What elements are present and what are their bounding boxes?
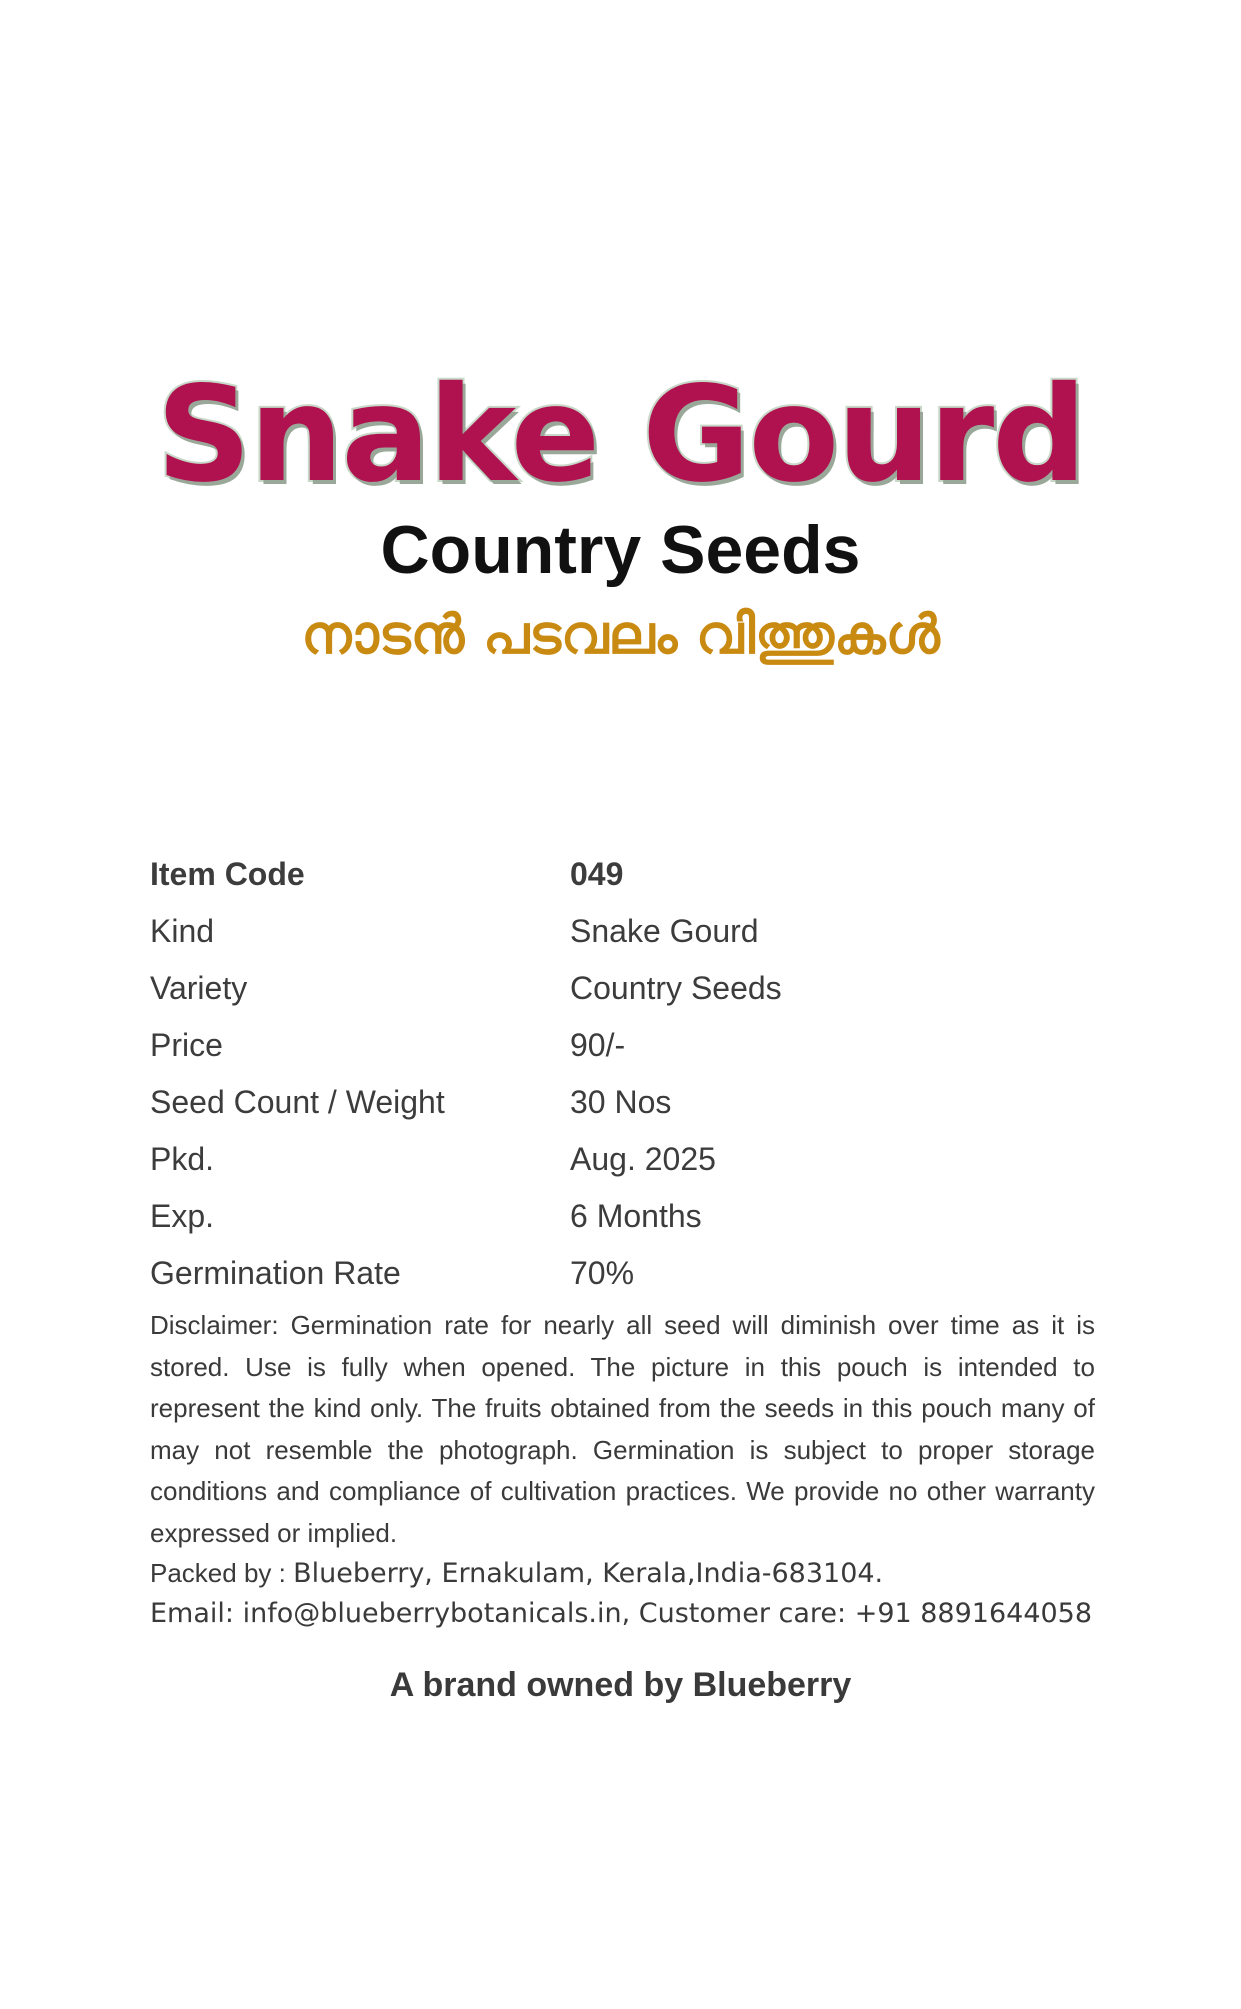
spec-value: 30 Nos [570, 1084, 672, 1120]
packed-by-address: Blueberry, Ernakulam, Kerala,India-683104. [293, 1558, 884, 1589]
header [0, 360, 1241, 680]
spec-label: Pkd. [150, 1141, 215, 1177]
product-title: Snake Gourd [156, 358, 1085, 512]
spec-row-seed-count [150, 1074, 1110, 1131]
malayalam-title: നാടൻ പടവലം വിത്തുകൾ [301, 603, 940, 666]
brand-line: A brand owned by Blueberry [389, 1666, 852, 1704]
spec-label: Seed Count / Weight [150, 1084, 445, 1120]
spec-row-packed-date [150, 1131, 1110, 1188]
spec-value: Aug. 2025 [570, 1141, 716, 1177]
spec-label: Item Code [150, 856, 305, 892]
spec-label: Germination Rate [150, 1255, 401, 1291]
spec-label: Price [150, 1027, 223, 1063]
disclaimer-text: Disclaimer: Germination rate for nearly all seed will diminish over time as it is stored. Use is fully when opened. The picture in this pouch is intended to represent the kind only. The fruits obtained from the seeds in this pouch many of may not resemble the photograph. Germination is subject to proper storage conditions and compliance of cultivation practices. We provide no other warranty expressed or implied. [150, 1310, 1095, 1548]
spec-row-price [150, 1017, 1110, 1074]
spec-value: 049 [570, 856, 624, 892]
spec-value: 6 Months [570, 1198, 702, 1234]
spec-label: Kind [150, 913, 215, 949]
contact-info: Email: info@blueberrybotanicals.in, Customer care: +91 8891644058 [150, 1598, 1093, 1629]
spec-label: Exp. [150, 1198, 215, 1234]
packed-by-label: Packed by : [150, 1558, 286, 1588]
spec-row-item-code [150, 846, 1110, 903]
packed-by [150, 1558, 883, 1589]
spec-value: Country Seeds [570, 970, 782, 1006]
spec-value: Snake Gourd [570, 913, 759, 949]
spec-row-variety [150, 960, 1110, 1017]
product-subtitle: Country Seeds [380, 512, 861, 588]
spec-value: 70% [570, 1255, 635, 1291]
spec-value: 90/- [570, 1027, 626, 1063]
spec-row-germination [150, 1245, 1110, 1302]
spec-table [150, 846, 1110, 1302]
spec-row-expiry [150, 1188, 1110, 1245]
spec-label: Variety [150, 970, 248, 1006]
spec-row-kind [150, 903, 1110, 960]
